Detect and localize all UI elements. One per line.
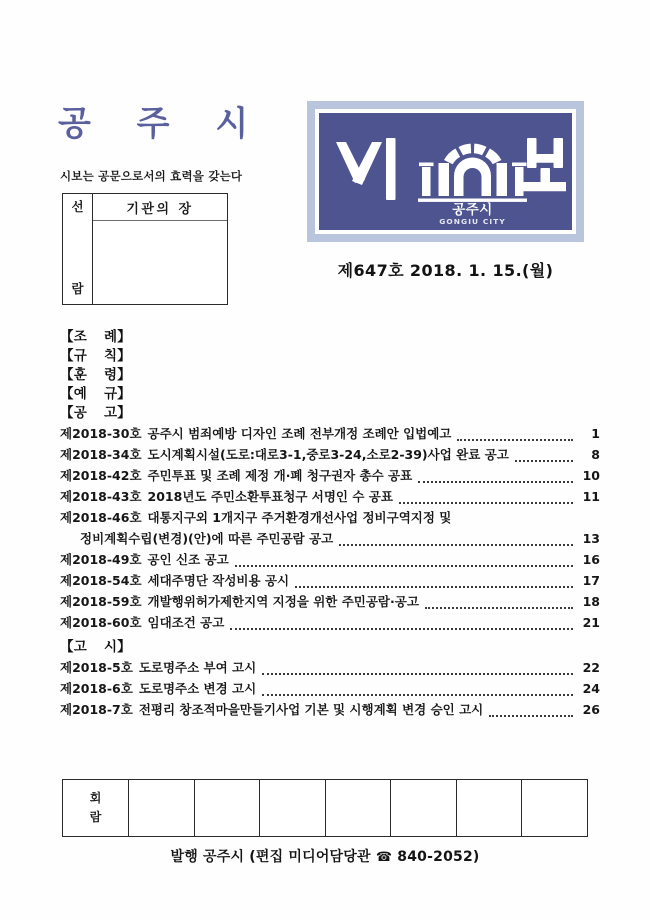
- toc-entry-page: 16: [582, 552, 600, 567]
- toc-entry-title: 세대주명단 작성비용 공시: [147, 573, 290, 588]
- section-header-조례: [60, 328, 600, 347]
- masthead: [0, 0, 650, 300]
- toc-leader-dots: [230, 622, 573, 630]
- toc-entry-title: 공인 신조 공고: [147, 552, 229, 567]
- masthead-note: 시보는 공문으로서의 효력을 갖는다: [60, 169, 243, 183]
- toc-entry-page: 17: [582, 573, 600, 588]
- circulation-label-cell: [63, 780, 129, 836]
- section-char-2: 규: [103, 386, 118, 402]
- toc-entry-page: 18: [582, 594, 600, 609]
- toc-entry-page: 26: [582, 702, 600, 717]
- issue-line: 제647호 2018. 1. 15.(월): [337, 261, 554, 280]
- toc-entry[interactable]: [60, 444, 600, 465]
- bulletin-logo: [307, 101, 584, 242]
- section-char-1: 규: [73, 348, 87, 364]
- section-bracket-open: 【: [60, 348, 74, 364]
- circulation-cell: [391, 780, 457, 836]
- circulation-cell: [457, 780, 523, 836]
- section-char-1: 고: [73, 639, 87, 655]
- toc-entry-title: 도로명주소 변경 고시: [138, 681, 257, 696]
- toc-entry-page: 10: [582, 468, 600, 483]
- toc-entry-title: 개발행위허가제한지역 지정을 위한 주민공람·공고: [147, 594, 419, 609]
- toc-entry-title: 공주시 범죄예방 디자인 조례 전부개정 조례안 입법예고: [147, 426, 452, 441]
- logo-white-frame: [315, 109, 576, 234]
- toc-leader-dots: [489, 709, 573, 717]
- footer-publisher: 발행 공주시 (편집 미디어담당관: [170, 849, 376, 865]
- circulation-cell: [129, 780, 195, 836]
- logo-panel: [319, 113, 572, 230]
- toc-entry-number: 제2018-34호: [60, 447, 142, 462]
- toc-entry[interactable]: [60, 549, 600, 570]
- section-bracket-open: 【: [60, 329, 74, 345]
- toc-entry-title: 도로명주소 부여 고시: [138, 660, 257, 675]
- toc-entry[interactable]: [60, 591, 600, 612]
- table-of-contents: [60, 328, 600, 725]
- toc-leader-dots: [425, 601, 573, 609]
- toc-entry-title: 전평리 창조적마을만들기사업 기본 및 시행계획 변경 승인 고시: [138, 702, 484, 717]
- section-bracket-open: 【: [60, 639, 74, 655]
- section-char-2: 고: [103, 405, 118, 421]
- toc-entry-page: 8: [591, 447, 600, 462]
- section-header-훈령: [60, 366, 600, 385]
- toc-entry-title: 주민투표 및 조례 제정 개·폐 청구권자 총수 공표: [147, 468, 413, 483]
- toc-entry[interactable]: [60, 699, 600, 720]
- toc-leader-dots: [399, 496, 573, 504]
- circulation-cell: [522, 780, 587, 836]
- toc-entry[interactable]: [60, 465, 600, 486]
- circulation-table: [62, 779, 588, 837]
- section-bracket-open: 【: [60, 386, 74, 402]
- toc-entry-number: 제2018-46호: [60, 510, 142, 525]
- toc-leader-dots: [295, 580, 573, 588]
- section-header-고시: [60, 638, 600, 657]
- circulation-cell: [260, 780, 326, 836]
- toc-entry-number: 제2018-59호: [60, 594, 142, 609]
- toc-entry-title: 대통지구외 1개지구 주거환경개선사업 정비구역지정 및: [147, 510, 452, 525]
- circulation-cell: [195, 780, 261, 836]
- toc-entry-page: 24: [582, 681, 600, 696]
- section-bracket-close: 】: [117, 348, 131, 364]
- section-bracket-open: 【: [60, 367, 74, 383]
- section-header-공고: [60, 404, 600, 423]
- section-bracket-close: 】: [117, 639, 131, 655]
- approval-signature-area: [93, 221, 227, 304]
- toc-leader-dots: [262, 688, 573, 696]
- toc-entry-number: 제2018-54호: [60, 573, 142, 588]
- section-char-2: 령: [103, 367, 118, 383]
- gongju-arch-gate-icon: [418, 143, 527, 201]
- approval-box: [62, 193, 228, 305]
- toc-entry[interactable]: [60, 423, 600, 444]
- toc-entry-number: 제2018-7호: [60, 702, 133, 717]
- approval-label-bottom: 람: [71, 280, 84, 296]
- section-char-1: 훈: [73, 367, 87, 383]
- section-char-2: 시: [103, 639, 118, 655]
- approval-box-left-column: [63, 194, 93, 304]
- toc-entry-title: 도시계획시설(도로:대로3-1,중로3-24,소로2-39)사업 완료 공고: [147, 447, 509, 462]
- section-bracket-close: 】: [117, 329, 131, 345]
- approval-label-top: 선: [71, 199, 84, 214]
- circulation-label-bottom: 람: [89, 810, 102, 824]
- toc-leader-dots: [339, 538, 573, 546]
- section-bracket-close: 】: [117, 405, 131, 421]
- section-bracket-open: 【: [60, 405, 74, 421]
- approval-header-cell: [93, 194, 227, 221]
- phone-icon: ☎: [375, 850, 393, 865]
- toc-entry-number: 제2018-5호: [60, 660, 133, 675]
- toc-leader-dots: [262, 667, 573, 675]
- section-bracket-close: 】: [117, 367, 131, 383]
- toc-entry[interactable]: [60, 486, 600, 507]
- section-char-2: 칙: [103, 348, 118, 364]
- toc-entry[interactable]: [60, 678, 600, 699]
- toc-entry-title: 2018년도 주민소환투표청구 서명인 수 공표: [147, 489, 393, 504]
- section-header-규칙: [60, 347, 600, 366]
- toc-entry[interactable]: [60, 570, 600, 591]
- approval-box-right-column: [93, 194, 227, 304]
- toc-entry-number: 제2018-43호: [60, 489, 142, 504]
- toc-entry-title: 정비계획수립(변경)(안)에 따른 주민공람 공고: [80, 531, 334, 546]
- toc-entry-page: 13: [582, 531, 600, 546]
- section-char-1: 조: [73, 329, 87, 345]
- section-header-예규: [60, 385, 600, 404]
- section-char-2: 례: [103, 329, 118, 345]
- toc-entry-number: 제2018-42호: [60, 468, 142, 483]
- toc-entry-page: 1: [591, 426, 600, 441]
- toc-entry-number: 제2018-6호: [60, 681, 133, 696]
- section-spacer: [60, 720, 600, 725]
- section-bracket-close: 】: [117, 386, 131, 402]
- toc-entry[interactable]: [60, 657, 600, 678]
- toc-entry-number: 제2018-30호: [60, 426, 142, 441]
- logo-english-caption: GONGJU CITY: [438, 216, 506, 224]
- toc-entry[interactable]: [60, 507, 600, 528]
- logo-artwork: [326, 120, 566, 224]
- toc-leader-dots: [515, 454, 573, 462]
- toc-entry-page: 22: [582, 660, 600, 675]
- circulation-cell: [326, 780, 392, 836]
- toc-entry-number: 제2018-60호: [60, 615, 142, 630]
- section-char-1: 공: [73, 405, 87, 421]
- toc-entry[interactable]: [60, 612, 600, 633]
- toc-leader-dots: [418, 475, 573, 483]
- section-char-1: 예: [73, 386, 87, 402]
- approval-header-label: 기관의 장: [126, 201, 194, 217]
- toc-entry-page: 21: [582, 615, 600, 630]
- toc-entry-title: 임대조건 공고: [147, 615, 225, 630]
- logo-korean-caption: 공주시: [451, 201, 493, 218]
- footer-phone: 840-2052): [392, 849, 480, 865]
- toc-entry[interactable]: [60, 528, 600, 549]
- page-title: 공 주 시: [58, 104, 266, 144]
- toc-leader-dots: [457, 433, 573, 441]
- toc-entry-number: 제2018-49호: [60, 552, 142, 567]
- circulation-label-top: 회: [89, 791, 102, 805]
- toc-entry-page: 11: [582, 489, 600, 504]
- toc-leader-dots: [235, 559, 573, 567]
- footer: [0, 846, 650, 866]
